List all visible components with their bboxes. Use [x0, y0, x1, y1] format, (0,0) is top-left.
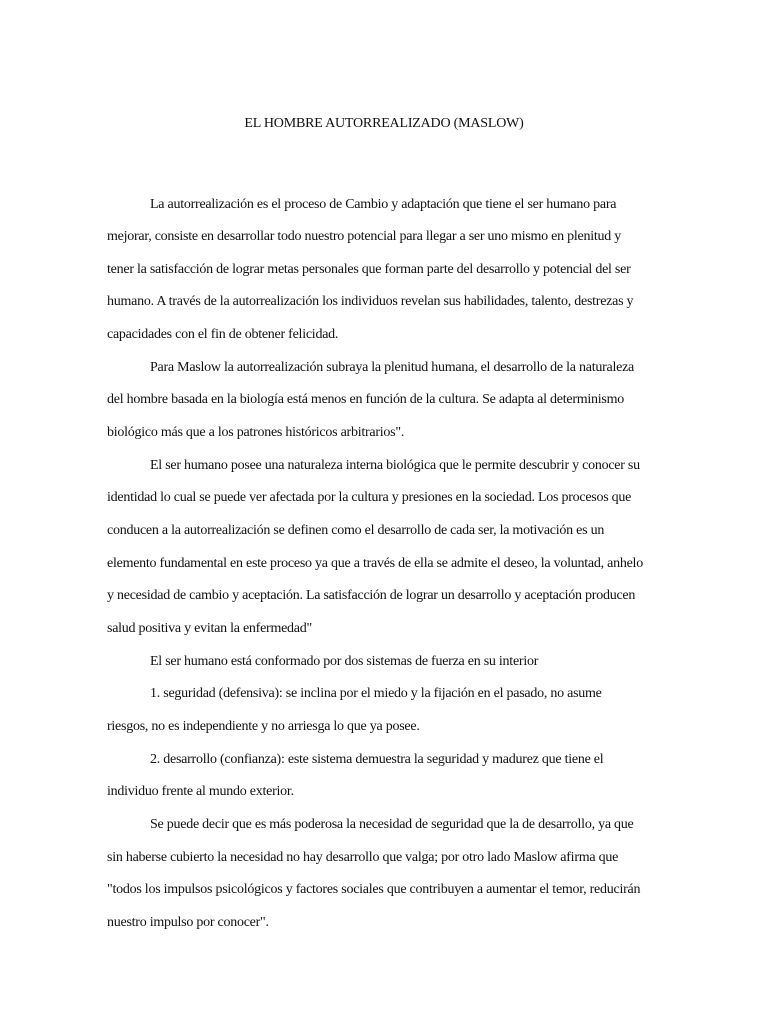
- text-line: del hombre basada en la biología está menos en función de la cultura. Se adapta al determinismo: [107, 392, 625, 407]
- text-line: capacidades con el fin de obtener felicidad.: [107, 327, 339, 342]
- text-line: identidad lo cual se puede ver afectada por la cultura y presiones en la sociedad. Los procesos que: [107, 490, 632, 505]
- list-item-line: 2. desarrollo (confianza): este sistema demuestra la seguridad y madurez que tiene el: [150, 752, 604, 767]
- list-item-line: riesgos, no es independiente y no arriesga lo que ya posee.: [107, 719, 420, 734]
- text-line: El ser humano está conformado por dos sistemas de fuerza en su interior: [150, 654, 539, 669]
- text-line: salud positiva y evitan la enfermedad": [107, 621, 312, 636]
- text-line: conducen a la autorrealización se definen como el desarrollo de cada ser, la motivación es un: [107, 523, 605, 538]
- text-line: sin haberse cubierto la necesidad no hay desarrollo que valga; por otro lado Maslow afirma que: [107, 850, 619, 865]
- text-line: "todos los impulsos psicológicos y factores sociales que contribuyen a aumentar el temor, reducirán: [107, 882, 641, 897]
- text-line: La autorrealización es el proceso de Cambio y adaptación que tiene el ser humano para: [150, 197, 617, 212]
- text-line: elemento fundamental en este proceso ya que a través de ella se admite el deseo, la voluntad, anhelo: [107, 556, 643, 571]
- list-item-line: individuo frente al mundo exterior.: [107, 784, 294, 799]
- text-line: mejorar, consiste en desarrollar todo nuestro potencial para llegar a ser uno mismo en plenitud y: [107, 229, 622, 244]
- text-line: biológico más que a los patrones históricos arbitrarios".: [107, 425, 405, 440]
- document-title: EL HOMBRE AUTORREALIZADO (MASLOW): [244, 116, 524, 131]
- text-line: Para Maslow la autorrealización subraya la plenitud humana, el desarrollo de la naturaleza: [150, 360, 635, 375]
- text-line: tener la satisfacción de lograr metas personales que forman parte del desarrollo y potencial del ser: [107, 262, 631, 277]
- text-line: El ser humano posee una naturaleza interna biológica que le permite descubrir y conocer su: [150, 458, 640, 473]
- text-line: Se puede decir que es más poderosa la necesidad de seguridad que la de desarrollo, ya que: [150, 817, 634, 832]
- text-line: y necesidad de cambio y aceptación. La satisfacción de lograr un desarrollo y aceptación producen: [107, 588, 636, 603]
- list-item-line: 1. seguridad (defensiva): se inclina por el miedo y la fijación en el pasado, no asume: [150, 686, 602, 701]
- text-line: nuestro impulso por conocer".: [107, 915, 269, 930]
- text-line: humano. A través de la autorrealización los individuos revelan sus habilidades, talento, destrezas y: [107, 294, 634, 309]
